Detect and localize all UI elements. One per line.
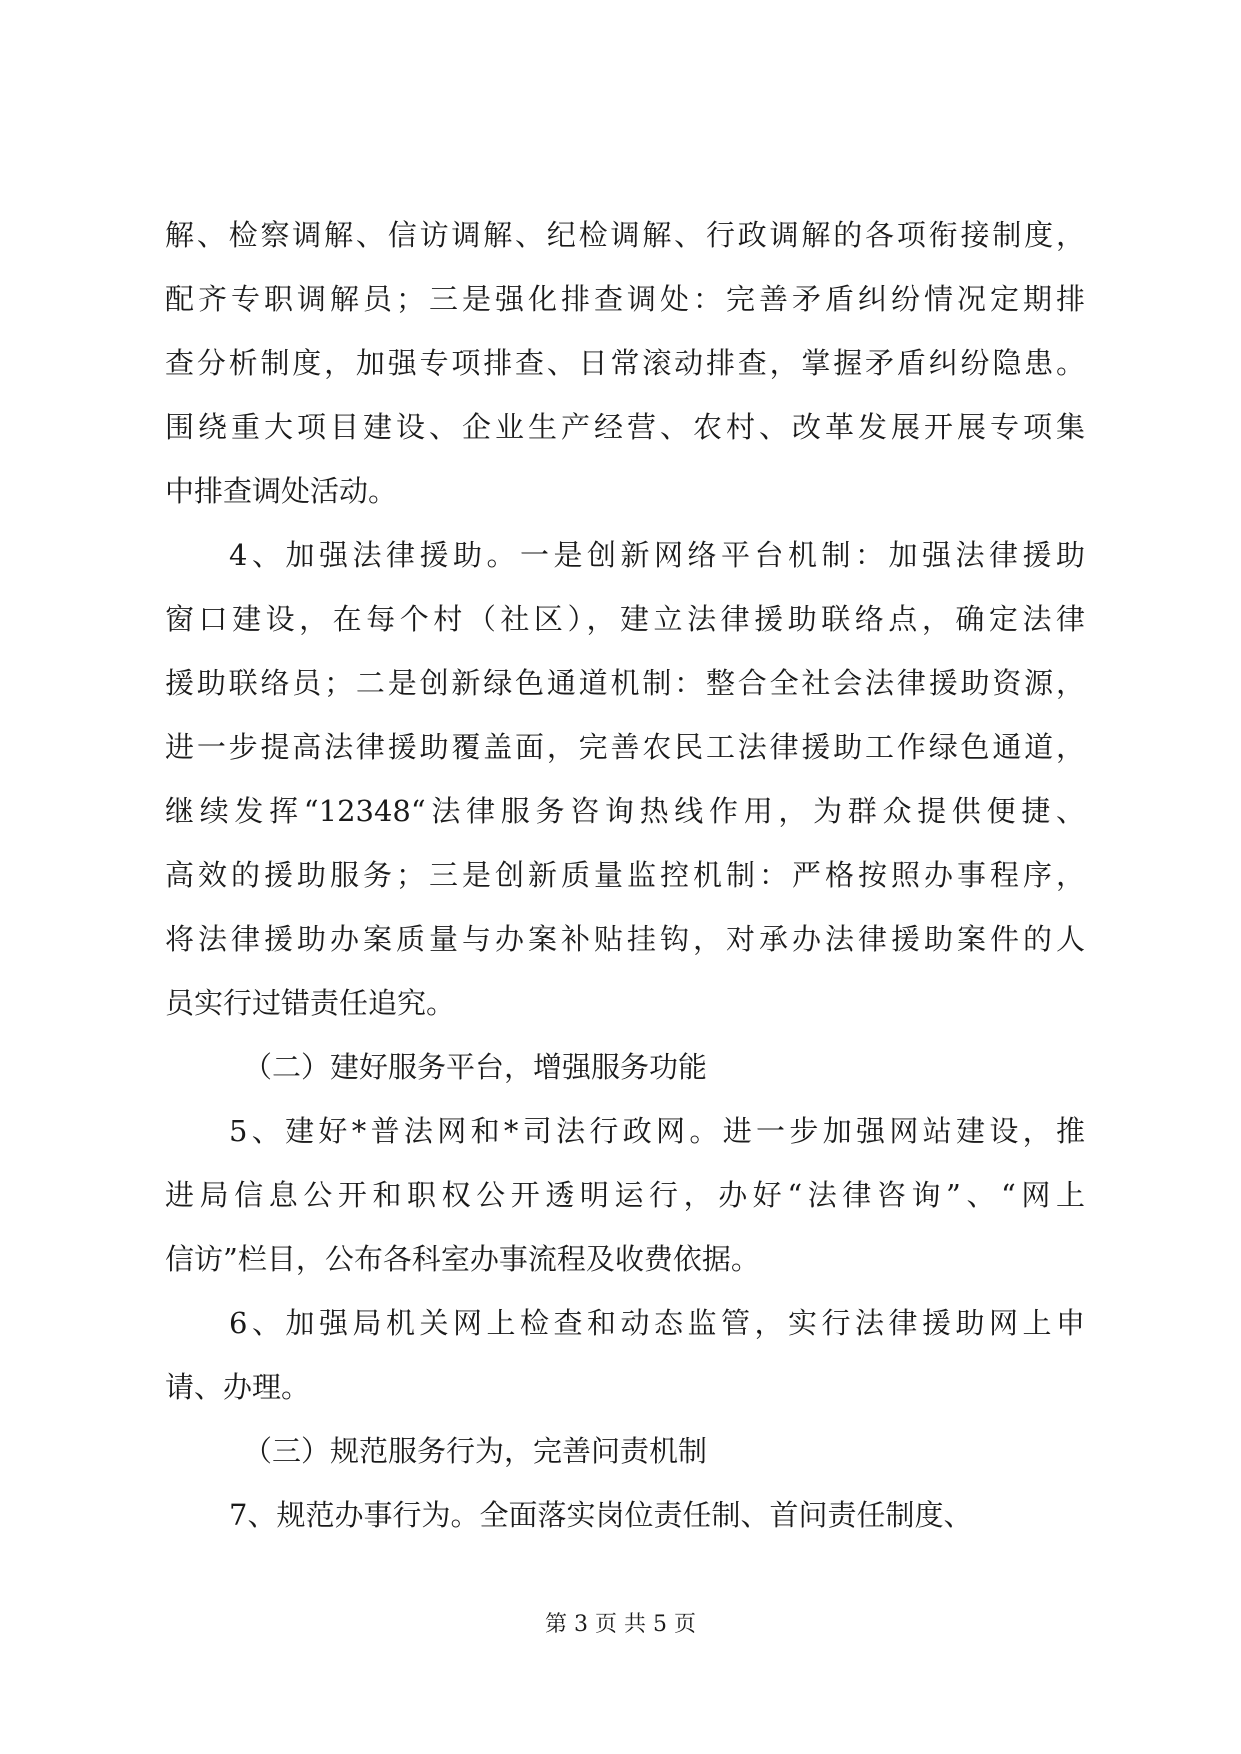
body-line: 员实行过错责任追究。	[165, 986, 456, 1020]
body-line: 4、加强法律援助。一是创新网络平台机制：加强法律援助	[229, 538, 1085, 572]
body-line: 将法律援助办案质量与办案补贴挂钩，对承办法律援助案件的人	[165, 922, 1085, 956]
body-line: 援助联络员；二是创新绿色通道机制：整合全社会法律援助资源，	[165, 666, 1085, 700]
section-heading: （三）规范服务行为，完善问责机制	[243, 1434, 708, 1468]
body-line: 中排查调处活动。	[165, 474, 398, 508]
page-number-footer: 第 3 页 共 5 页	[545, 1612, 696, 1637]
body-line: 继续发挥“12348“法律服务咨询热线作用，为群众提供便捷、	[165, 794, 1085, 828]
body-line: 请、办理。	[165, 1370, 311, 1404]
section-heading: （二）建好服务平台，增强服务功能	[243, 1050, 708, 1084]
body-line: 高效的援助服务；三是创新质量监控机制：严格按照办事程序，	[165, 858, 1085, 892]
body-line: 进一步提高法律援助覆盖面，完善农民工法律援助工作绿色通道，	[165, 730, 1085, 764]
document-body	[165, 203, 1085, 1547]
body-line: 6、加强局机关网上检查和动态监管，实行法律援助网上申	[229, 1306, 1085, 1340]
body-line: 窗口建设，在每个村（社区），建立法律援助联络点，确定法律	[165, 602, 1085, 636]
body-line: 5、建好*普法网和*司法行政网。进一步加强网站建设，推	[229, 1114, 1085, 1148]
body-line: 查分析制度，加强专项排查、日常滚动排查，掌握矛盾纠纷隐患。	[165, 346, 1085, 380]
body-line: 解、检察调解、信访调解、纪检调解、行政调解的各项衔接制度，	[165, 218, 1085, 252]
body-line: 7、规范办事行为。全面落实岗位责任制、首问责任制度、	[229, 1498, 973, 1532]
body-line: 配齐专职调解员；三是强化排查调处：完善矛盾纠纷情况定期排	[165, 282, 1085, 316]
body-line: 信访”栏目，公布各科室办事流程及收费依据。	[165, 1242, 760, 1276]
body-line: 围绕重大项目建设、企业生产经营、农村、改革发展开展专项集	[165, 410, 1085, 444]
body-line: 进局信息公开和职权公开透明运行，办好“法律咨询”、“网上	[165, 1178, 1085, 1212]
